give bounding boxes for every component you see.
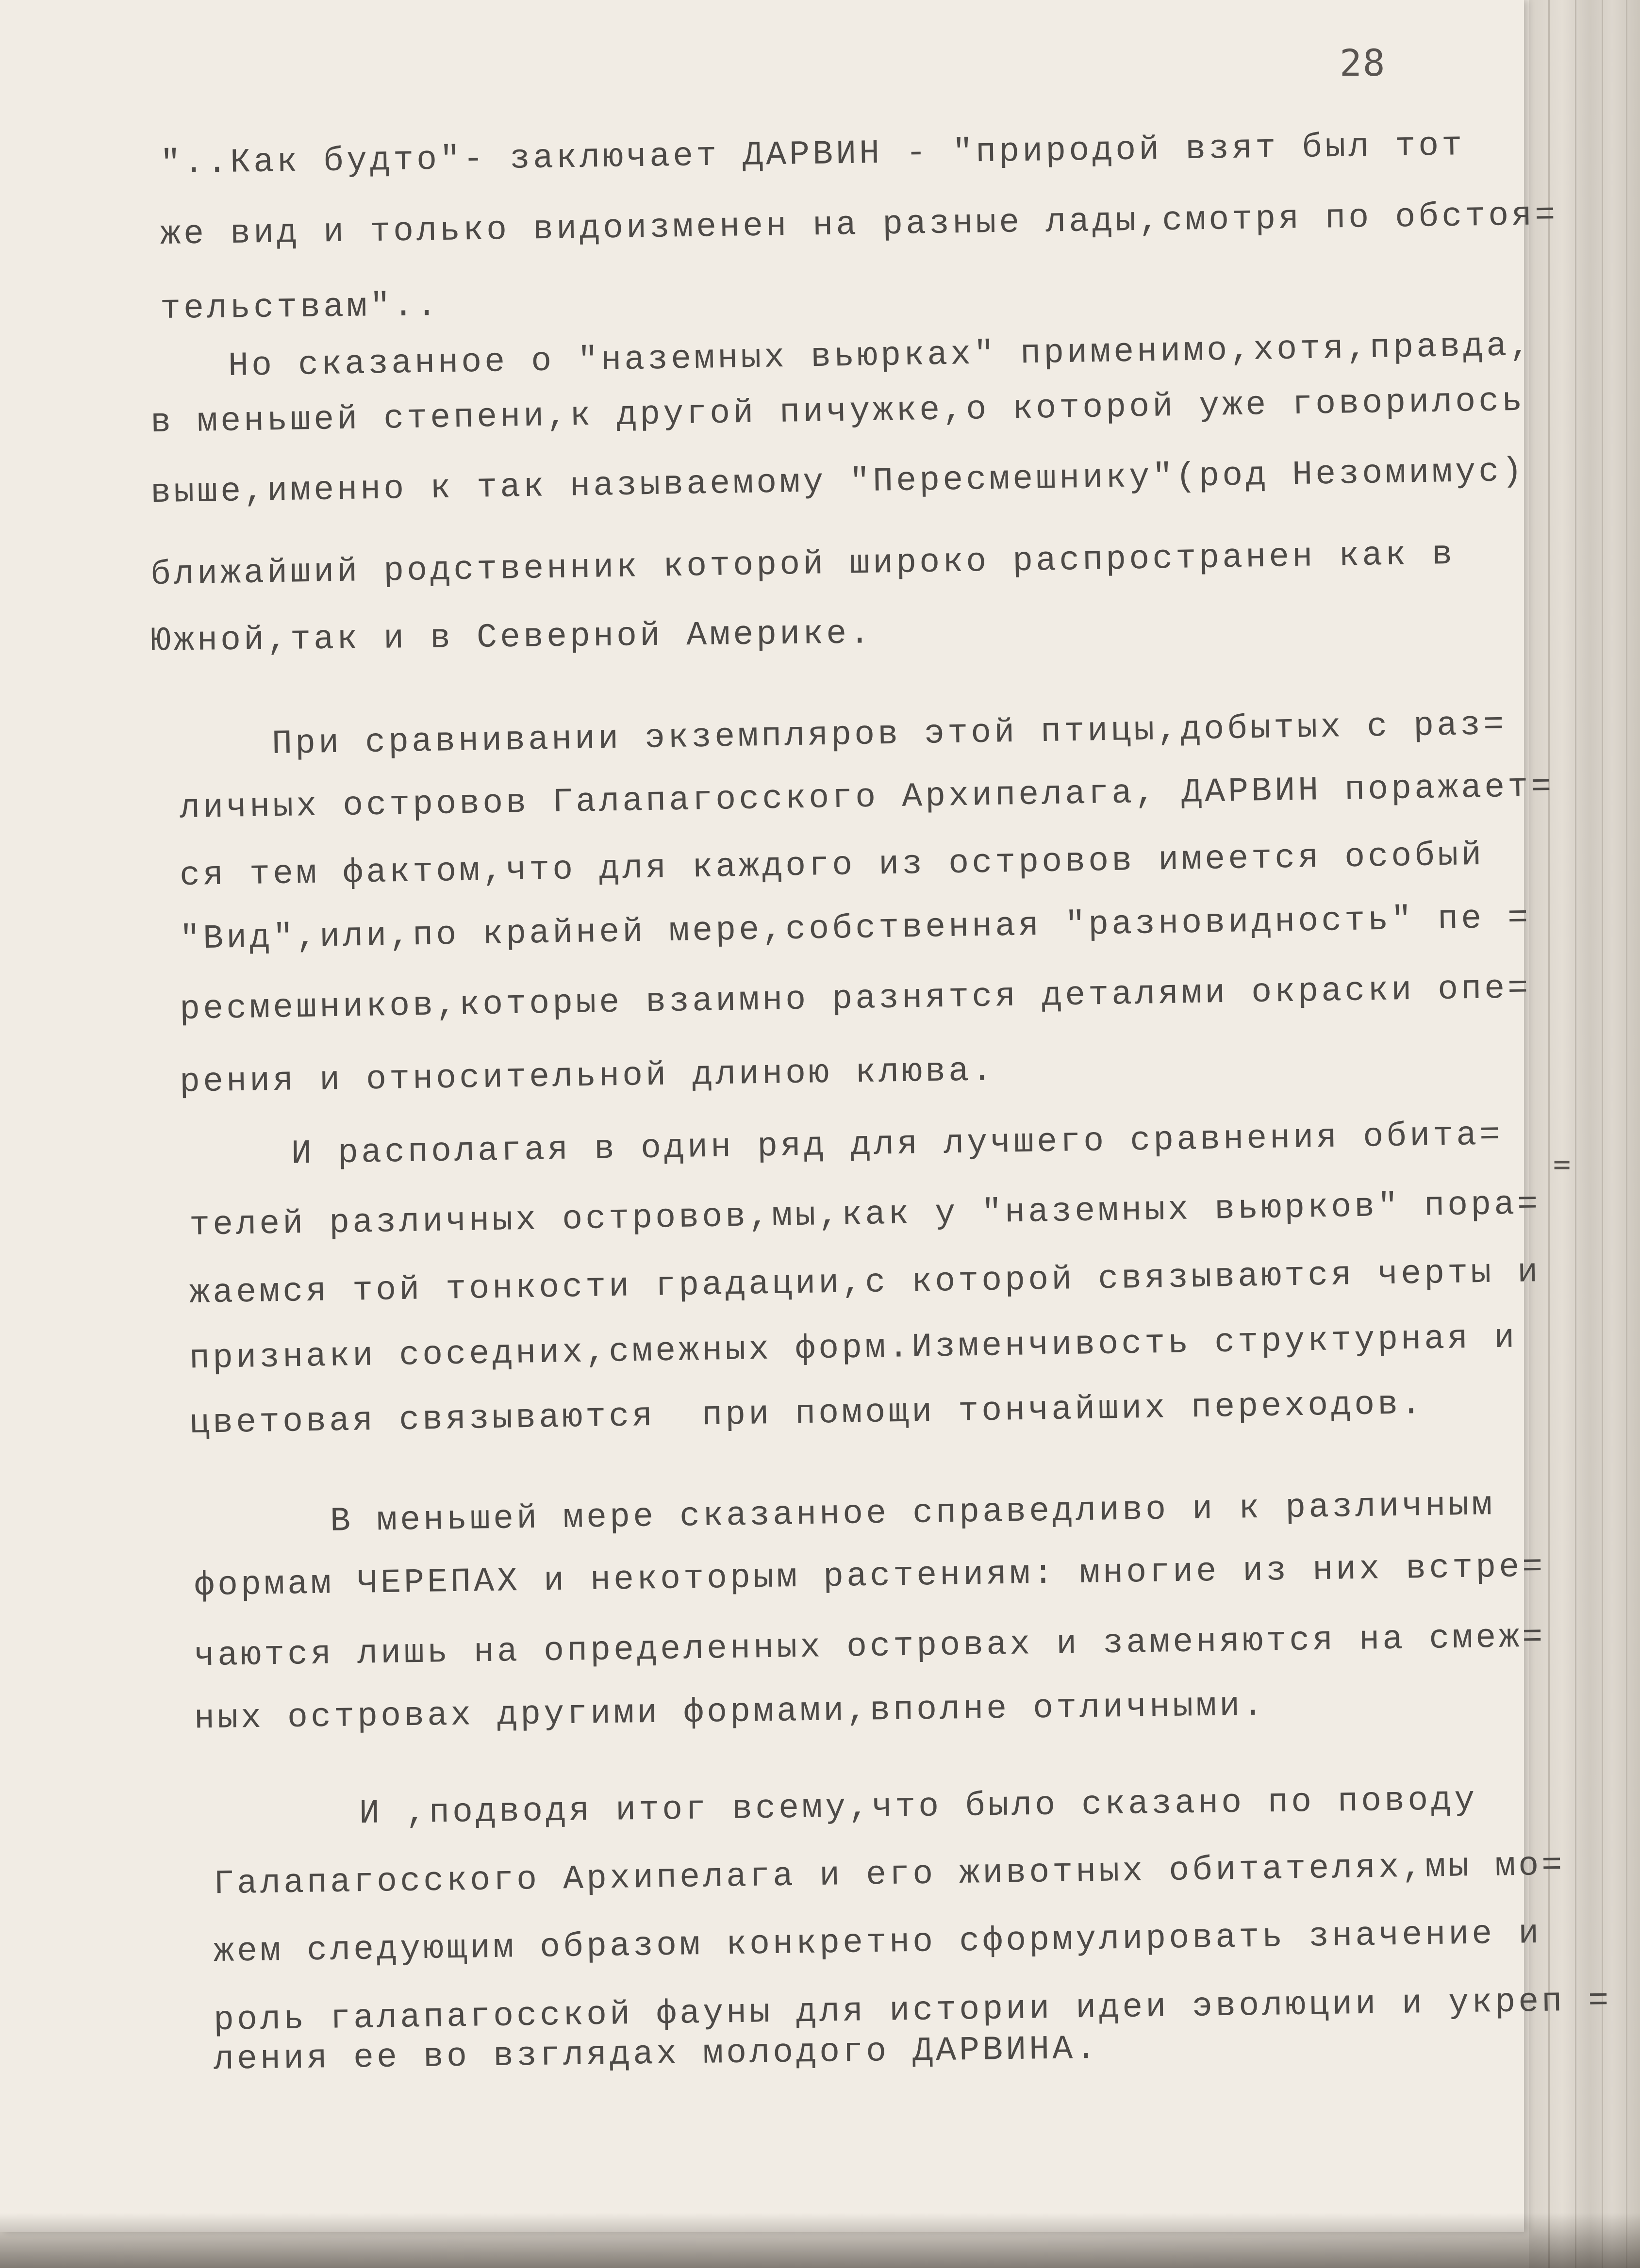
page-number: 28 [1340,41,1386,84]
text-line: жем следующим образом конкретно сформулировать значение и [213,1914,1542,1972]
text-line: формам ЧЕРЕПАХ и некоторым растениям: многие из них встре= [194,1548,1546,1606]
text-line: рения и относительной длиною клюва. [179,1052,995,1102]
text-line: И ,подводя итог всему,что было сказано по поводу [359,1781,1478,1834]
text-line: тельствам".. [160,287,440,329]
text-line: телей различных островов,мы,как у "наземных вьюрков" пора= [189,1185,1541,1245]
text-line: выше,именно к так называемому "Пересмешнику"(род Незомимус) [150,452,1525,513]
text-line: цветовая связываются при помощи тончайших переходов. [189,1385,1425,1443]
text-line: признаки соседних,смежных форм.Изменчивость структурная и [189,1319,1518,1379]
text-line: роль галапагосской фауны для истории идеи эволюции и укреп = [213,1982,1612,2040]
text-line: Галапагосского Архипелага и его животных обитателях,мы мо= [213,1846,1565,1904]
text-line: чаются лишь на определенных островах и заменяются на смеж= [194,1618,1546,1676]
text-line: При сравнивании экземпляров этой птицы,добытых с раз= [271,706,1507,764]
text-line: "Вид",или,по крайней мере,собственная "разновидность" пе = [179,899,1531,959]
text-line: "..Как будто"- заключает ДАРВИН - "природой взят был тот [160,127,1465,183]
text-line: ближайший родственник которой широко распространен как в [150,535,1456,595]
bottom-shadow [0,2213,1640,2268]
text-line: жаемся той тонкости градации,с которой связываются черты и [189,1253,1541,1313]
text-line: ся тем фактом,что для каждого из островов имеется особый [179,836,1485,896]
text-line: в меньшей степени,к другой пичужке,о которой уже говорилось [150,382,1525,443]
text-line: же вид и только видоизменен на разные лады,смотря по обстоя= [160,196,1558,255]
text-line: И располагая в один ряд для лучшего сравнения обита= [291,1116,1503,1174]
text-line: ления ее во взглядах молодого ДАРВИНА. [213,2030,1099,2080]
text-line: Но сказанное о "наземных вьюрках" применимо,хотя,правда, [228,327,1533,386]
margin-mark: = [1553,1148,1571,1182]
text-line: В меньшей мере сказанное справедливо и к различным [330,1486,1495,1541]
text-line: ных островах другими формами,вполне отличными. [194,1687,1266,1739]
text-line: личных островов Галапагосского Архипелага, ДАРВИН поражает= [179,768,1555,828]
text-line: ресмешников,которые взаимно разнятся деталями окраски опе= [179,970,1531,1029]
text-line: Южной,так и в Северной Америке. [150,615,873,661]
page-edge-stack [1529,0,1640,2268]
